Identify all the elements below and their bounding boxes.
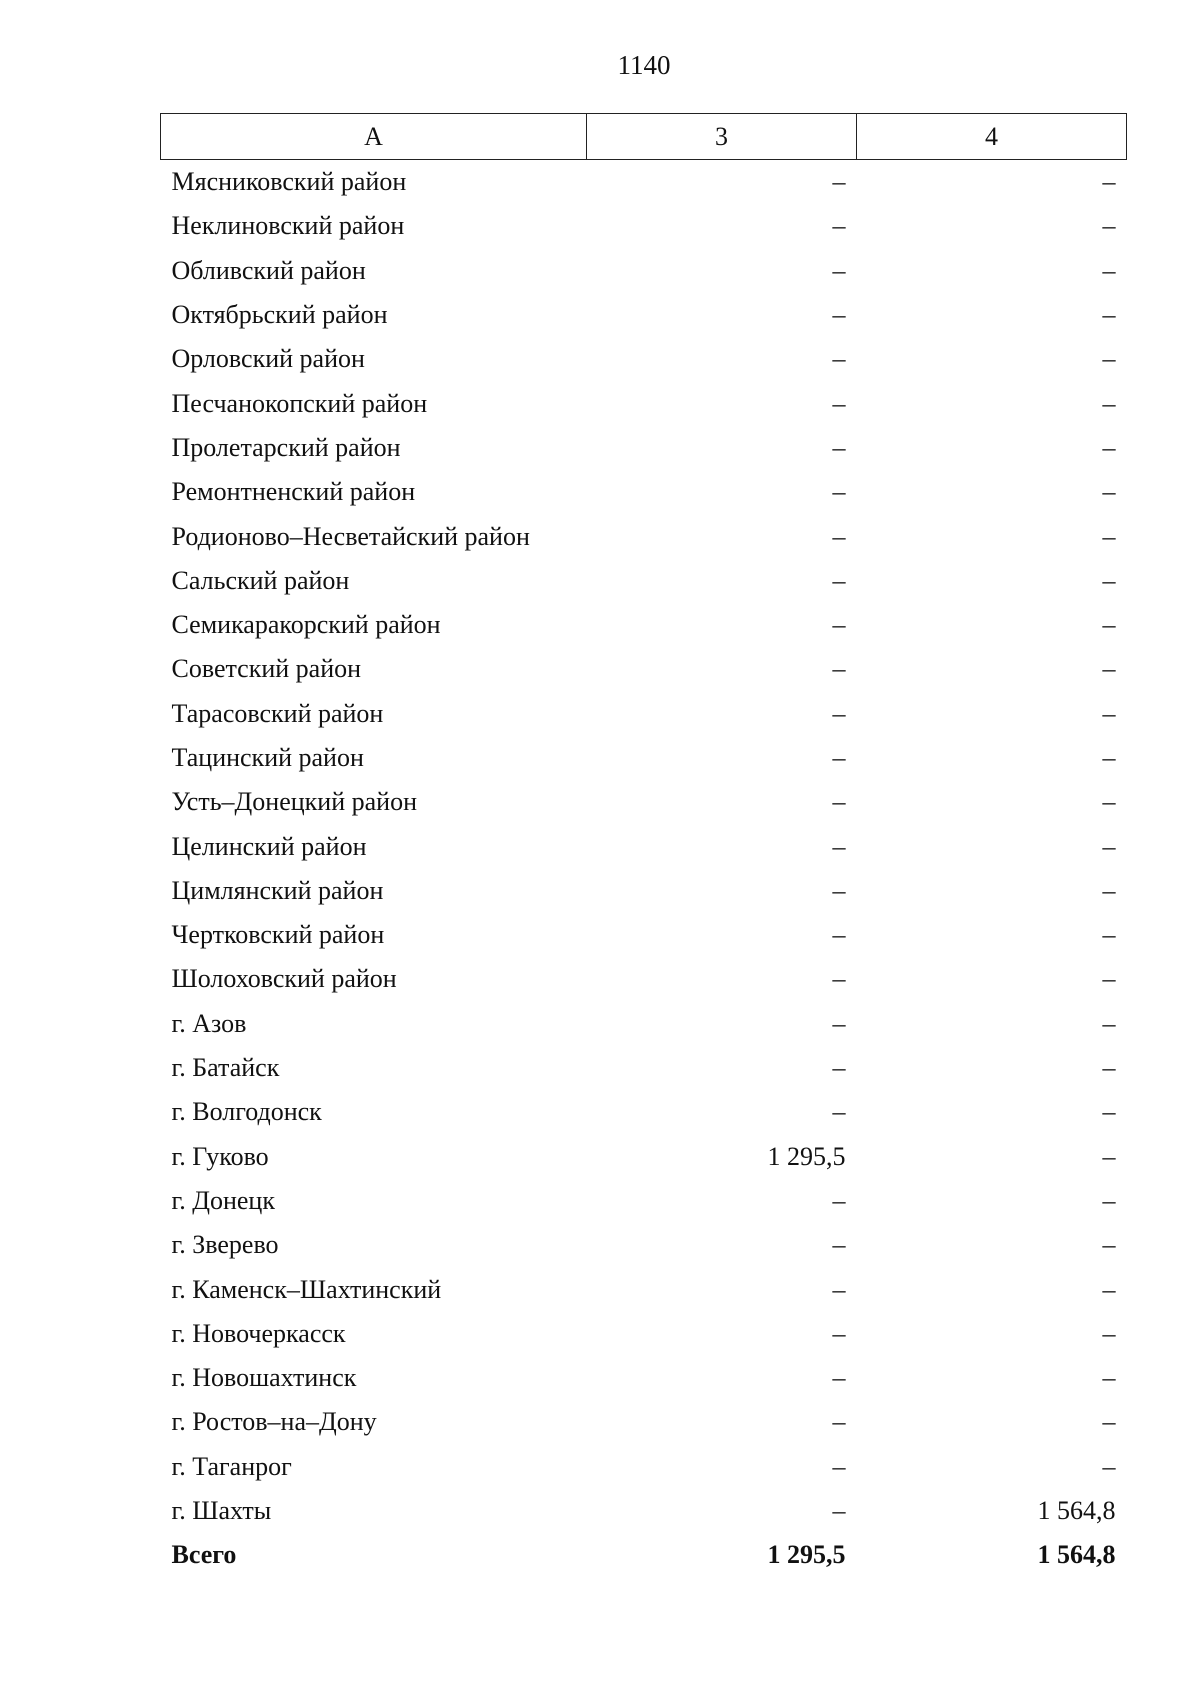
row-name-cell: Семикаракорский район [171, 610, 441, 640]
row-name-cell: Октябрьский район [171, 300, 388, 330]
row-col3-cell: – [832, 1053, 846, 1083]
row-name-cell: Чертковский район [171, 920, 385, 950]
row-col4-cell: – [1102, 1230, 1116, 1260]
row-name-cell: г. Новошахтинск [171, 1363, 357, 1393]
row-col3-cell: – [832, 1097, 846, 1127]
row-col3-cell: – [832, 1451, 846, 1481]
row-name-cell: г. Зверево [171, 1230, 279, 1260]
row-col3-cell: – [832, 167, 846, 197]
row-col4-cell: – [1102, 964, 1116, 994]
data-table [160, 113, 1127, 1578]
table-row [161, 603, 1127, 647]
row-name-cell: Усть–Донецкий район [171, 787, 417, 817]
page-number: 1140 [617, 50, 671, 80]
row-name-cell: Пролетарский район [171, 432, 401, 462]
row-col4-cell: – [1102, 654, 1116, 684]
row-col4-cell: – [1102, 477, 1116, 507]
row-col3-cell: – [832, 964, 846, 994]
row-name-cell: Ремонтненский район [171, 477, 416, 507]
row-col3-cell: – [832, 1008, 846, 1038]
table-row [161, 1002, 1127, 1046]
row-col3-cell: – [832, 1407, 846, 1437]
table-row [161, 824, 1127, 868]
row-col4-cell: – [1102, 610, 1116, 640]
row-col3-cell: – [832, 477, 846, 507]
row-col4-cell: – [1102, 920, 1116, 950]
row-name-cell: г. Волгодонск [171, 1097, 322, 1127]
row-col4-cell: – [1102, 1407, 1116, 1437]
header-col-a: А [161, 114, 587, 160]
row-col3-cell: – [832, 521, 846, 551]
table-row [161, 913, 1127, 957]
row-col4-cell: – [1102, 344, 1116, 374]
row-col4-cell: – [1102, 698, 1116, 728]
row-col3-cell: – [832, 1496, 846, 1526]
header-row [161, 114, 1127, 160]
row-col3-cell: – [832, 388, 846, 418]
row-col4-cell: – [1102, 521, 1116, 551]
table-row [161, 337, 1127, 381]
row-name-cell: г. Каменск–Шахтинский [171, 1274, 442, 1304]
row-col3-cell: – [832, 920, 846, 950]
table-row [161, 1356, 1127, 1400]
row-name-cell: Целинский район [171, 831, 367, 861]
row-name-cell: Неклиновский район [171, 211, 405, 241]
total-row [161, 1533, 1127, 1577]
row-name-cell: Сальский район [171, 565, 350, 595]
table-header [161, 114, 1127, 160]
row-col3-cell: – [832, 831, 846, 861]
table-row [161, 1090, 1127, 1134]
row-col3-cell: – [832, 1185, 846, 1215]
row-col3-cell: 1 295,5 [767, 1141, 846, 1171]
table-row [161, 470, 1127, 514]
table-row [161, 293, 1127, 337]
row-col4-cell: – [1102, 1318, 1116, 1348]
total-col3-cell: 1 295,5 [767, 1540, 846, 1570]
row-col4-cell: – [1102, 1141, 1116, 1171]
row-name-cell: г. Донецк [171, 1185, 275, 1215]
row-col4-cell: – [1102, 743, 1116, 772]
data-table-container [160, 113, 1126, 1578]
table-row [161, 1267, 1127, 1311]
header-col-3: 3 [587, 114, 857, 160]
row-col3-cell: – [832, 1274, 846, 1304]
table-row [161, 1046, 1127, 1090]
row-col4-cell: – [1102, 1053, 1116, 1083]
row-col3-cell: – [832, 787, 846, 817]
row-col3-cell: – [832, 1230, 846, 1260]
row-name-cell: г. Шахты [171, 1496, 272, 1526]
row-col3-cell: – [832, 300, 846, 330]
table-row [161, 736, 1127, 780]
row-name-cell: Тарасовский район [171, 698, 384, 728]
row-name-cell: Советский район [171, 654, 362, 684]
table-row [161, 559, 1127, 603]
row-name-cell: Орловский район [171, 344, 365, 374]
row-col3-cell: – [832, 1363, 846, 1393]
row-col3-cell: – [832, 565, 846, 595]
row-name-cell: Тацинский район [171, 743, 364, 772]
row-col3-cell: – [832, 211, 846, 241]
table-row [161, 957, 1127, 1001]
row-col4-cell: – [1102, 565, 1116, 595]
row-col3-cell: – [832, 344, 846, 374]
header-col-4: 4 [857, 114, 1127, 160]
row-name-cell: Песчанокопский район [171, 388, 428, 418]
row-col3-cell: – [832, 654, 846, 684]
row-col4-cell: – [1102, 211, 1116, 241]
table-body [161, 160, 1127, 1578]
total-label-cell: Всего [171, 1540, 237, 1570]
table-row [161, 160, 1127, 205]
table-row [161, 1179, 1127, 1223]
row-name-cell: г. Новочеркасск [171, 1318, 346, 1348]
table-row [161, 1445, 1127, 1489]
table-row [161, 1223, 1127, 1267]
total-col4-cell: 1 564,8 [1037, 1540, 1116, 1570]
table-row [161, 381, 1127, 425]
row-col4-cell: – [1102, 1363, 1116, 1393]
table-row [161, 1400, 1127, 1444]
row-col3-cell: – [832, 432, 846, 462]
table-row [161, 869, 1127, 913]
table-row [161, 1135, 1127, 1179]
row-col4-cell: – [1102, 831, 1116, 861]
row-col4-cell: – [1102, 255, 1116, 285]
row-col4-cell: 1 564,8 [1037, 1496, 1116, 1526]
row-name-cell: г. Таганрог [171, 1451, 292, 1481]
row-name-cell: Обливский район [171, 255, 366, 285]
table-row [161, 249, 1127, 293]
row-col4-cell: – [1102, 1008, 1116, 1038]
row-col4-cell: – [1102, 1451, 1116, 1481]
table-row [161, 514, 1127, 558]
row-col4-cell: – [1102, 1274, 1116, 1304]
table-row [161, 780, 1127, 824]
row-col3-cell: – [832, 610, 846, 640]
table-row [161, 426, 1127, 470]
row-name-cell: Родионово–Несветайский район [171, 521, 530, 551]
row-col4-cell: – [1102, 875, 1116, 905]
row-col4-cell: – [1102, 1097, 1116, 1127]
row-name-cell: г. Батайск [171, 1053, 280, 1083]
row-name-cell: Шолоховский район [171, 964, 397, 994]
row-col3-cell: – [832, 1318, 846, 1348]
row-name-cell: г. Гуково [171, 1141, 269, 1171]
row-col4-cell: – [1102, 167, 1116, 197]
row-col4-cell: – [1102, 1185, 1116, 1215]
row-col4-cell: – [1102, 787, 1116, 817]
row-col3-cell: – [832, 698, 846, 728]
row-name-cell: г. Азов [171, 1008, 247, 1038]
table-row [161, 1489, 1127, 1533]
row-col4-cell: – [1102, 388, 1116, 418]
row-name-cell: г. Ростов–на–Дону [171, 1407, 377, 1437]
row-col3-cell: – [832, 875, 846, 905]
table-row [161, 692, 1127, 736]
row-col4-cell: – [1102, 300, 1116, 330]
row-col3-cell: – [832, 743, 846, 772]
table-row [161, 204, 1127, 248]
row-col4-cell: – [1102, 432, 1116, 462]
row-name-cell: Мясниковский район [171, 167, 407, 197]
table-row [161, 1312, 1127, 1356]
table-row [161, 647, 1127, 691]
row-col3-cell: – [832, 255, 846, 285]
row-name-cell: Цимлянский район [171, 875, 384, 905]
